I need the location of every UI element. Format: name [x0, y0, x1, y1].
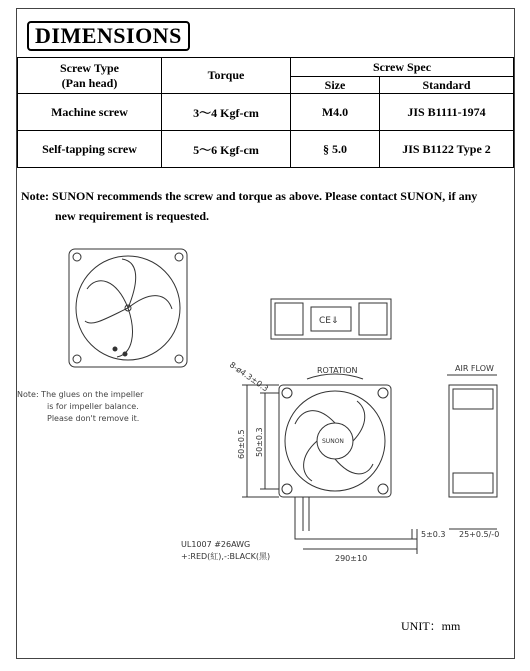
cell-type: Self-tapping screw [18, 131, 162, 168]
ce-mark-icon: CE⇓ [319, 316, 339, 326]
fan-side-view [447, 375, 497, 529]
pitch-dimension-label: 50±0.3 [255, 427, 264, 457]
glue-note-line: Please don't remove it. [47, 414, 140, 423]
cell-type: Machine screw [18, 94, 162, 131]
datasheet-page [16, 8, 515, 659]
hole-spec-label: 8-ø4.3±0.3 [227, 360, 270, 394]
header-pan-head-label: (Pan head) [61, 75, 118, 90]
glue-note-line: is for impeller balance. [47, 402, 139, 411]
cell-size: M4.0 [291, 94, 380, 131]
fan-main-view [242, 374, 417, 554]
cell-standard: JIS B1122 Type 2 [380, 131, 514, 168]
thickness-label: 25+0.5/-0 [459, 530, 500, 539]
wire-colors-label: +:RED(紅),-:BLACK(黑) [181, 552, 271, 561]
cell-torque: 5～6 Kgf-cm [162, 131, 291, 168]
rotation-label: ROTATION [317, 366, 358, 375]
fan-drawing [17, 9, 514, 658]
brand-label: SUNON [322, 438, 344, 445]
glue-note-line: Note: The glues on the impeller [17, 390, 144, 399]
wire-spec-label: UL1007 #26AWG [181, 540, 251, 549]
fan-front-view [69, 249, 187, 367]
airflow-label: AIR FLOW [455, 364, 494, 373]
note-line-1: Note: SUNON recommends the screw and torque as above. Please contact SUNON, if any [21, 189, 478, 203]
cell-standard: JIS B1111-1974 [380, 94, 514, 131]
strip-length-label: 5±0.3 [421, 530, 446, 539]
lead-length-label: 290±10 [335, 554, 368, 563]
header-torque: Torque [162, 58, 291, 94]
cell-size: § 5.0 [291, 131, 380, 168]
outer-dimension-label: 60±0.5 [237, 429, 246, 459]
header-screw-spec: Screw Spec [291, 58, 514, 77]
unit-label: UNIT：mm [401, 619, 461, 633]
page-title: DIMENSIONS [27, 21, 190, 51]
header-standard: Standard [380, 77, 514, 94]
note-line-2: new requirement is requested. [55, 209, 209, 223]
header-size: Size [291, 77, 380, 94]
header-screw-type-label: Screw Type [60, 60, 119, 75]
cell-torque: 3～4 Kgf-cm [162, 94, 291, 131]
